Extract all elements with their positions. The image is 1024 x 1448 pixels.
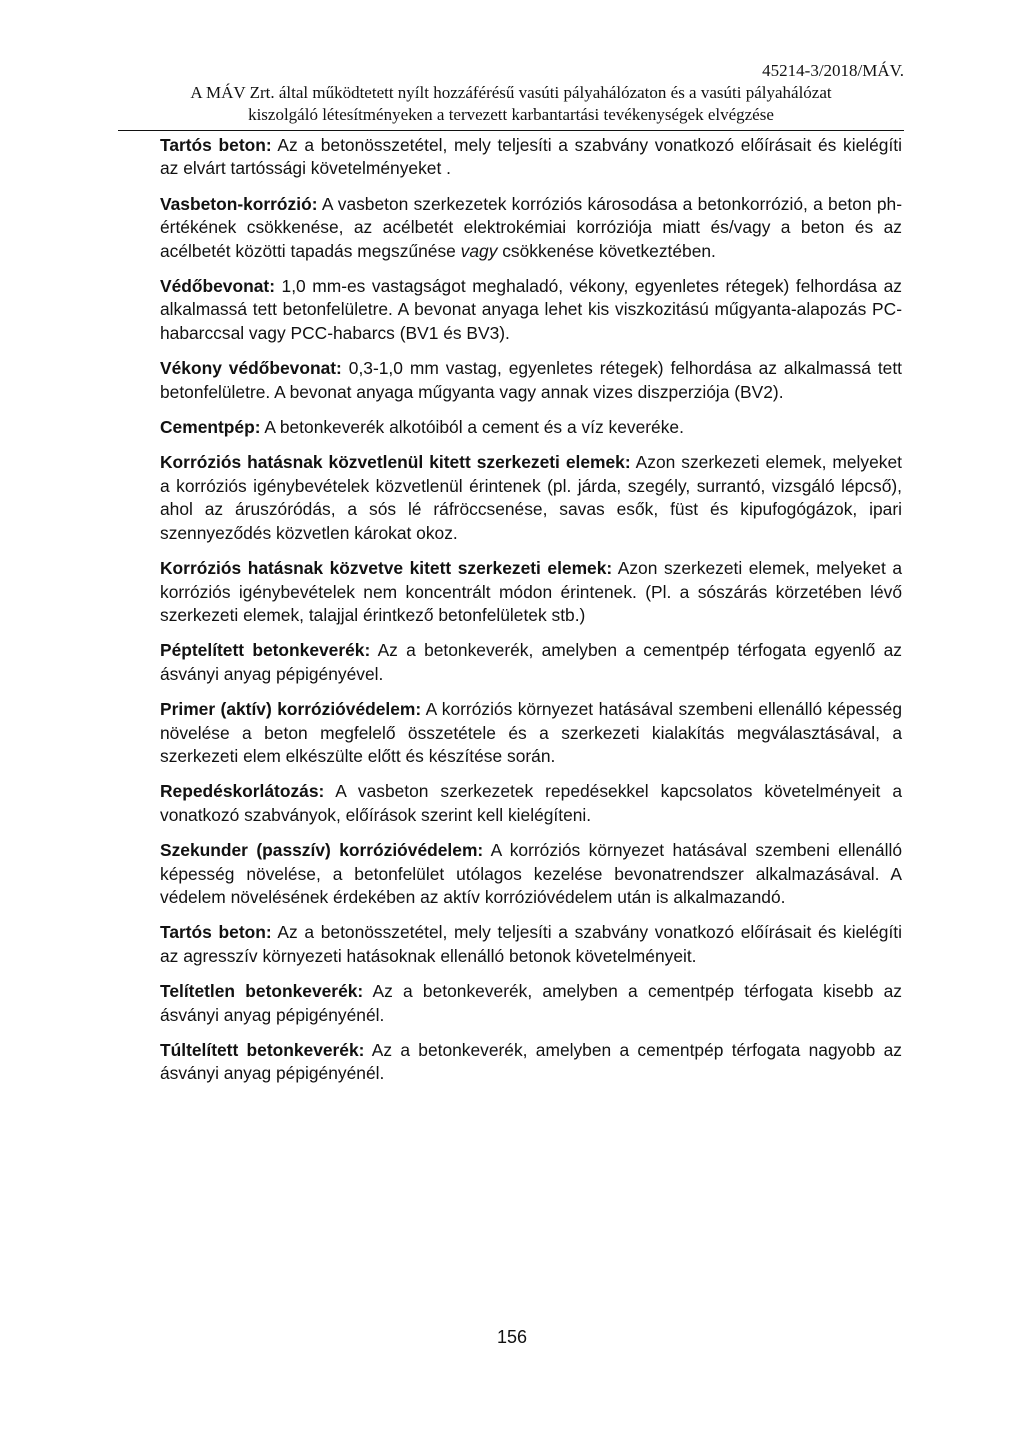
- definition-entry: [160, 780, 902, 827]
- definition-text: A betonkeverék alkotóiból a cement és a víz keveréke.: [260, 417, 684, 438]
- definition-text: csökkenése következtében.: [497, 240, 716, 261]
- definition-text: A korróziós környezet hatásával szembeni ellenálló képesség növelése a beton megfelelő összetétele és a szerkezeti kialakítás megválasztásával, a szerkezeti elem elkészülte előtt és készítése során.: [160, 699, 902, 766]
- definition-entry: [160, 451, 902, 545]
- header-title-line-1: A MÁV Zrt. által működtetett nyílt hozzáférésű vasúti pályahálózaton és a vasúti pályahálózat: [190, 83, 832, 102]
- definition-text: 1,0 mm-es vastagságot meghaladó, vékony, egyenletes rétegek) felhordása az alkalmassá tett betonfelületre. A bevonat anyaga lehet kis viszkozitású műgyanta-alapozás PC-habarccsal vagy PCC-habarcs (BV1 és BV3).: [160, 276, 902, 343]
- definition-entry: [160, 193, 902, 263]
- definition-term: Cementpép:: [160, 417, 261, 438]
- definition-term: Telítetlen betonkeverék:: [160, 981, 364, 1002]
- definition-entry: [160, 921, 902, 968]
- definition-term: Védőbevonat:: [160, 276, 275, 297]
- document-number: 45214-3/2018/MÁV.: [762, 61, 904, 80]
- definition-text: Azon szerkezeti elemek, melyeket a korróziós igénybevételek közvetlenül érintenek (pl. járda, szegély, surrantó, vizsgáló lépcső), ahol az áruszóródás, a sós lé ráfröccsenése, savas esők, füst és kipufogógázok, ipari szennyeződés közvetlen károkat okoz.: [160, 452, 902, 543]
- definition-text: Az a betonkeverék, amelyben a cementpép térfogata kisebb az ásványi anyag pépigényénél.: [160, 981, 902, 1025]
- definition-term: Szekunder (passzív) korrózióvédelem:: [160, 840, 484, 861]
- definition-term: Korróziós hatásnak közvetlenül kitett szerkezeti elemek:: [160, 452, 631, 473]
- definition-entry: [160, 416, 902, 439]
- definition-text: Az a betonösszetétel, mely teljesíti a szabvány vonatkozó előírásait és kielégíti az elvárt tartóssági követelményeket .: [160, 135, 903, 179]
- definition-entry: [160, 557, 902, 627]
- definition-term: Vékony védőbevonat:: [160, 358, 342, 379]
- definition-text: Az a betonkeverék, amelyben a cementpép térfogata nagyobb az ásványi anyag pépigényénél.: [160, 1040, 902, 1084]
- definition-text: Az a betonkeverék, amelyben a cementpép térfogata egyenlő az ásványi anyag pépigényével.: [160, 640, 902, 684]
- definition-entry: [160, 275, 902, 345]
- header-divider: [118, 130, 904, 131]
- definition-entry: [160, 639, 902, 686]
- definition-entry: [160, 1039, 902, 1086]
- definition-text-italic: vagy: [460, 240, 498, 261]
- definition-entry: [160, 839, 902, 909]
- definition-text: A korróziós környezet hatásával szembeni ellenálló képesség növelése, a betonfelület utólagos kezelése bevonatrendszer alkalmazásával. A védelem növelésének érdekében az aktív korrózióvédelem után is alkalmazandó.: [160, 840, 902, 907]
- definition-text: Azon szerkezeti elemek, melyeket a korróziós igénybevételek nem koncentrált módon érintenek. (Pl. a sószárás körzetében lévő szerkezeti elemek, talajjal érintkező betonfelületek stb.): [160, 558, 902, 625]
- definition-entry: [160, 980, 902, 1027]
- definition-text: A vasbeton szerkezetek korróziós károsodása a betonkorrózió, a beton ph-értékének csökkenése, az acélbetét elektrokémiai korróziója miatt és/vagy a beton és az acélbetét közötti tapadás megszűnése: [160, 193, 902, 261]
- page-header: [118, 60, 904, 131]
- definition-term: Péptelített betonkeverék:: [160, 640, 371, 661]
- page-number: 156: [496, 1327, 528, 1347]
- definition-text: A vasbeton szerkezetek repedésekkel kapcsolatos követelményeit a vonatkozó szabványok, előírások szerint kell kielégíteni.: [160, 781, 902, 825]
- header-title-line-2: kiszolgáló létesítményeken a tervezett karbantartási tevékenységek elvégzése: [248, 105, 774, 124]
- definition-entry: [160, 357, 902, 404]
- definition-term: Primer (aktív) korrózióvédelem:: [160, 699, 422, 720]
- definition-term: Tartós beton:: [160, 922, 272, 943]
- definition-term: Repedéskorlátozás:: [160, 781, 325, 802]
- definition-entry: [160, 698, 902, 768]
- definition-term: Túltelített betonkeverék:: [160, 1040, 365, 1060]
- definitions-list: [160, 134, 902, 1098]
- definition-term: Tartós beton:: [160, 135, 272, 155]
- definition-text: Az a betonösszetétel, mely teljesíti a szabvány vonatkozó előírásait és kielégíti az agresszív környezeti hatásoknak ellenálló betonok követelményeit.: [160, 922, 903, 966]
- definition-text: 0,3-1,0 mm vastag, egyenletes rétegek) felhordása az alkalmassá tett betonfelületre. A bevonat anyaga műgyanta vagy annak vizes diszperziója (BV2).: [160, 358, 902, 402]
- definition-term: Korróziós hatásnak közvetve kitett szerkezeti elemek:: [160, 558, 613, 579]
- definition-entry: [160, 134, 902, 181]
- definition-term: Vasbeton-korrózió:: [160, 193, 318, 214]
